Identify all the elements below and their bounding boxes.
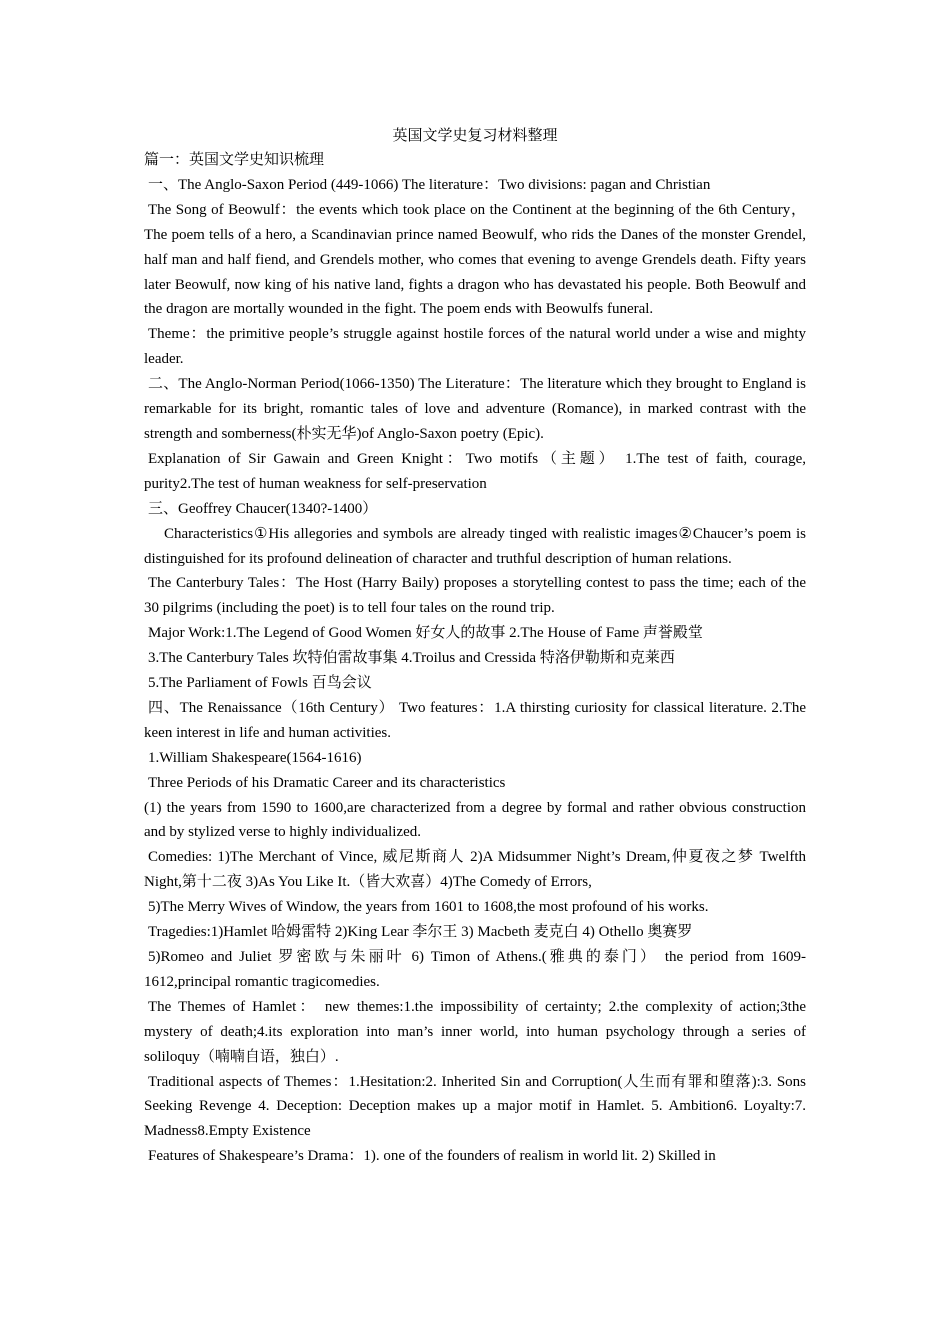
paragraph-beowulf-theme: Theme：the primitive people’s struggle against hostile forces of the natural world under a wise and mighty leader.	[144, 326, 806, 368]
section-heading: 篇一：英国文学史知识梳理	[144, 152, 325, 168]
paragraph-anglo-saxon: 一、The Anglo-Saxon Period (449-1066) The literature：Two divisions: pagan and Christian	[148, 176, 711, 193]
paragraph-renaissance: 四、The Renaissance（16th Century） Two features：1.A thirsting curiosity for classical literature. 2.The keen interest in life and human activities.	[144, 699, 806, 741]
document-title: 英国文学史复习材料整理	[392, 128, 558, 144]
paragraph-canterbury-tales: The Canterbury Tales：The Host (Harry Baily) proposes a storytelling contest to pass the time; each of the 30 pilgrims (including the poet) is to tell four tales on the round trip.	[144, 575, 806, 617]
paragraph-gawain: Explanation of Sir Gawain and Green Knight：Two motifs（主题） 1.The test of faith, courage, purity2.The test of human weakness for self-preservation	[144, 450, 806, 492]
document-body	[144, 148, 806, 1169]
paragraph-comedies: Comedies: 1)The Merchant of Vince, 威尼斯商人 2)A Midsummer Night’s Dream,仲夏夜之梦 Twelfth Night,第十二夜 3)As You Like It.（皆大欢喜）4)The Comedy of Errors,	[144, 849, 806, 891]
paragraph-chaucer-heading: 三、Geoffrey Chaucer(1340?-1400）	[148, 500, 378, 517]
paragraph-traditional-themes: Traditional aspects of Themes：1.Hesitation:2. Inherited Sin and Corruption(人生而有罪和堕落):3. Sons Seeking Revenge 4. Deception: Deception makes up a major motif in Hamlet. 5. Ambition6. Loyalty:7. Madness8.Empty Existence	[144, 1073, 806, 1140]
paragraph-hamlet-themes: The Themes of Hamlet： new themes:1.the impossibility of certainty; 2.the complexity of action;3the mystery of death;4.its exploration into man’s inner world, into human psychology through a series of soliloquy（喃喃自语，独白）.	[144, 998, 806, 1065]
paragraph-merry-wives: 5)The Merry Wives of Window, the years from 1601 to 1608,the most profound of his works.	[148, 899, 709, 916]
paragraph-major-work-2: 3.The Canterbury Tales 坎特伯雷故事集 4.Troilus and Cressida 特洛伊勒斯和克莱西	[148, 650, 675, 667]
paragraph-tragedies: Tragedies:1)Hamlet 哈姆雷特 2)King Lear 李尔王 3) Macbeth 麦克白 4) Othello 奥赛罗	[148, 924, 693, 941]
paragraph-chaucer-characteristics: Characteristics①His allegories and symbols are already tinged with realistic images②Chaucer’s poem is distinguished for its profound delineation of character and truthful description of human relations.	[144, 525, 806, 567]
paragraph-shakespeare-heading: 1.William Shakespeare(1564-1616)	[148, 749, 362, 766]
paragraph-major-work-1: Major Work:1.The Legend of Good Women 好女人的故事 2.The House of Fame 声誉殿堂	[148, 625, 703, 642]
paragraph-major-work-3: 5.The Parliament of Fowls 百鸟会议	[148, 675, 372, 692]
paragraph-three-periods: Three Periods of his Dramatic Career and its characteristics	[148, 774, 506, 791]
paragraph-shakespeare-features: Features of Shakespeare’s Drama：1). one of the founders of realism in world lit. 2) Skilled in	[148, 1148, 716, 1165]
paragraph-anglo-norman: 二、The Anglo-Norman Period(1066-1350) The Literature：The literature which they brought to England is remarkable for its bright, romantic tales of love and adventure (Romance), in marked contrast with the strength and somberness(朴实无华)of Anglo-Saxon poetry (Epic).	[144, 376, 806, 442]
paragraph-romeo-juliet: 5)Romeo and Juliet 罗密欧与朱丽叶 6) Timon of Athens.(雅典的泰门） the period from 1609-1612,principal romantic tragicomedies.	[144, 949, 806, 990]
paragraph-period-1: (1) the years from 1590 to 1600,are characterized from a degree by formal and rather obvious construction and by stylized verse to highly individualized.	[144, 799, 806, 841]
paragraph-beowulf: The Song of Beowulf：the events which took place on the Continent at the beginning of the 6th Century，The poem tells of a hero, a Scandinavian prince named Beowulf, who rids the Danes of the monster Grendel, half man and half fiend, and Grendels mother, who comes that evening to avenge Grendels death. Fifty years later Beowulf, now king of his native land, fights a dragon who has devastated his people. Both Beowulf and the dragon are mortally wounded in the fight. The poem ends with Beowulfs funeral.	[144, 201, 806, 318]
